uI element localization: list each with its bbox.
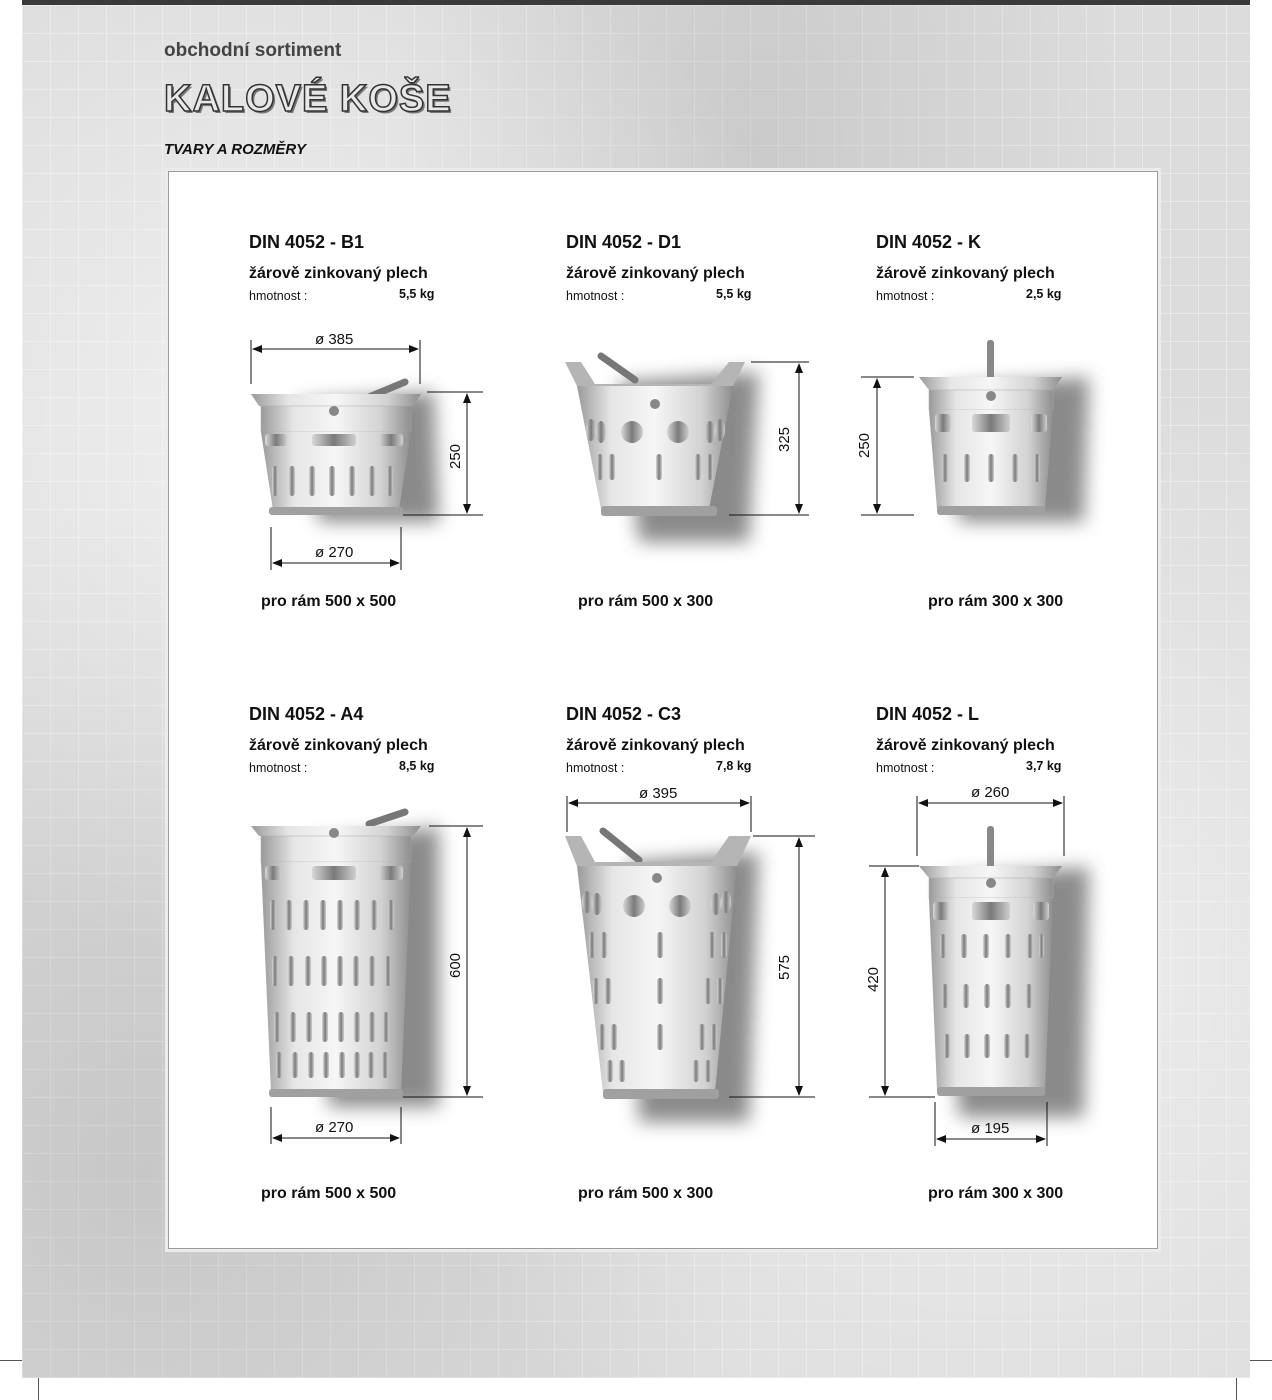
frame-size: pro rám 300 x 300: [928, 593, 1064, 610]
basket-k-drawing: [856, 340, 1089, 522]
weight-label: hmotnost :: [566, 761, 625, 775]
product-name: DIN 4052 - A4: [249, 704, 364, 724]
basket-a4-drawing: [251, 812, 483, 1144]
dimension-top-l: ø 260: [971, 784, 1010, 801]
weight-label: hmotnost :: [249, 761, 308, 775]
dimension-height-l: 420: [865, 966, 882, 992]
dimension-bottom-l: ø 195: [971, 1120, 1010, 1137]
dimension-height-a4: 600: [447, 952, 464, 978]
weight-value: 7,8 kg: [716, 759, 752, 773]
basket-drawings: [169, 172, 1157, 1248]
product-material: žárově zinkovaný plech: [249, 265, 428, 282]
weight-value: 5,5 kg: [716, 287, 752, 301]
frame-size: pro rám 500 x 500: [261, 593, 397, 610]
basket-d1-drawing: [565, 356, 809, 542]
basket-b1-drawing: [251, 331, 483, 570]
product-name: DIN 4052 - K: [876, 232, 982, 252]
crop-mark: [1250, 1360, 1272, 1361]
crop-mark: [1236, 1378, 1237, 1400]
weight-label: hmotnost :: [249, 289, 308, 303]
product-name: DIN 4052 - C3: [566, 704, 682, 724]
dimension-top-c3: ø 395: [639, 785, 678, 802]
crop-mark: [38, 1378, 39, 1400]
frame-size: pro rám 500 x 500: [261, 1185, 397, 1202]
page-title: KALOVÉ KOŠE: [164, 78, 452, 120]
weight-value: 3,7 kg: [1026, 759, 1062, 773]
product-material: žárově zinkovaný plech: [876, 737, 1055, 754]
product-name: DIN 4052 - L: [876, 704, 980, 724]
catalog-subtitle: obchodní sortiment: [164, 40, 342, 61]
product-panel: [168, 171, 1158, 1249]
weight-label: hmotnost :: [876, 761, 935, 775]
basket-l-drawing: [865, 784, 1089, 1146]
weight-label: hmotnost :: [566, 289, 625, 303]
weight-value: 2,5 kg: [1026, 287, 1062, 301]
product-material: žárově zinkovaný plech: [249, 737, 428, 754]
product-material: žárově zinkovaný plech: [566, 737, 745, 754]
product-material: žárově zinkovaný plech: [876, 265, 1055, 282]
frame-size: pro rám 500 x 300: [578, 593, 714, 610]
product-name: DIN 4052 - D1: [566, 232, 682, 252]
basket-c3-drawing: [565, 785, 815, 1122]
dimension-height-k: 250: [856, 432, 873, 458]
dimension-height-b1: 250: [447, 443, 464, 469]
weight-value: 8,5 kg: [399, 759, 435, 773]
frame-size: pro rám 300 x 300: [928, 1185, 1064, 1202]
product-material: žárově zinkovaný plech: [566, 265, 745, 282]
section-heading: TVARY A ROZMĚRY: [164, 141, 306, 158]
dimension-bottom-a4: ø 270: [315, 1119, 354, 1136]
weight-label: hmotnost :: [876, 289, 935, 303]
product-name: DIN 4052 - B1: [249, 232, 365, 252]
weight-value: 5,5 kg: [399, 287, 435, 301]
dimension-top-b1: ø 385: [315, 331, 354, 348]
crop-mark: [0, 1360, 22, 1361]
dimension-height-d1: 325: [776, 426, 793, 452]
dimension-bottom-b1: ø 270: [315, 544, 354, 561]
frame-size: pro rám 500 x 300: [578, 1185, 714, 1202]
dimension-height-c3: 575: [776, 954, 793, 980]
